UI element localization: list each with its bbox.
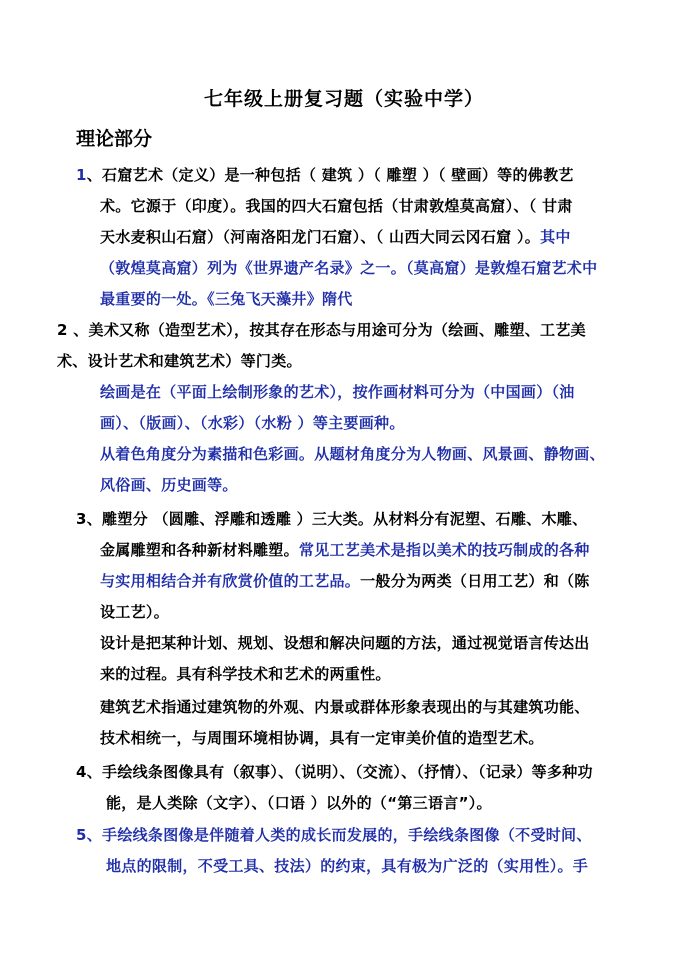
text-segment: 3、雕塑分 （圆雕、浮雕和透雕 ）三大类。从材料分有泥塑、石雕、木雕、 — [76, 510, 588, 528]
text-line — [76, 165, 574, 185]
text-line — [100, 289, 353, 309]
text-line — [100, 697, 590, 717]
section-heading: 理论部分 — [76, 128, 153, 150]
text-segment: 地点的限制，不受工具、技法）的约束，具有极为广泛的（实用性）。手 — [106, 857, 589, 875]
text-segment: 设工艺）。 — [100, 603, 170, 621]
text-line — [100, 258, 597, 278]
text-segment: 从着色角度分为素描和色彩画。从题材角度分为人物画、风景画、静物画、 — [100, 445, 605, 463]
text-segment: 4、手绘线条图像具有（叙事）、（说明）、（交流）、（抒情）、（记录）等多种功 — [76, 763, 593, 781]
text-segment: 技术相统一，与周围环境相协调，具有一定审美价值的造型艺术。 — [100, 729, 544, 747]
text-segment: 2 、美术又称（造型艺术），按其存在形态与用途可分为（绘画、雕塑、工艺美 — [57, 321, 586, 339]
text-line — [100, 633, 590, 653]
text-segment: 、石窟艺术（定义）是一种包括（ 建筑 ）（ 雕塑 ）（ 壁画）等的佛教艺 — [86, 166, 574, 184]
text-segment: 绘画是在（平面上绘制形象的艺术），按作画材料可分为（中国画）（油 — [100, 383, 575, 401]
text-segment: 最重要的一处。《三兔飞天藻井》隋代 — [100, 290, 353, 308]
text-segment: 画）、（版画）、（水彩）（水粉 ）等主要画种。 — [100, 414, 405, 432]
text-line — [106, 856, 588, 876]
text-segment: 风俗画、历史画等。 — [100, 476, 238, 494]
text-line — [100, 540, 590, 560]
text-segment: 一般分为两类（日用工艺）和（陈 — [360, 572, 590, 590]
text-line — [100, 196, 573, 216]
text-line — [100, 664, 391, 684]
text-line — [100, 227, 571, 247]
text-segment: 其中 — [540, 228, 571, 246]
text-line — [100, 382, 575, 402]
text-segment: 1 — [76, 166, 87, 184]
text-line — [57, 351, 302, 371]
text-segment: 设计是把某种计划、规划、设想和解决问题的方法，通过视觉语言传达出 — [100, 634, 590, 652]
text-segment: 5、手绘线条图像是伴随着人类的成长而发展的，手绘线条图像（不受时间、 — [76, 826, 592, 844]
text-segment: 术。它源于（印度）。我国的四大石窟包括（甘肃敦煌莫高窟）、（ 甘肃 — [100, 197, 573, 215]
text-segment: 建筑艺术指通过建筑物的外观、内景或群体形象表现出的与其建筑功能、 — [100, 698, 590, 716]
text-line — [76, 762, 593, 782]
text-line — [100, 475, 238, 495]
text-line — [76, 825, 592, 845]
text-line — [100, 413, 405, 433]
text-segment: 常见工艺美术是指以美术的技巧制成的各种 — [298, 541, 590, 559]
text-line — [106, 793, 492, 813]
text-line — [100, 444, 605, 464]
text-line — [100, 602, 169, 622]
text-segment: 金属雕塑和各种新材料雕塑。 — [100, 541, 299, 559]
document-title: 七年级上册复习题（实验中学） — [203, 88, 484, 110]
text-segment: 天水麦积山石窟）（河南洛阳龙门石窟）、（ 山西大同云冈石窟 ）。 — [100, 228, 541, 246]
text-segment: 能，是人类除（文字）、（口语 ）以外的（“第三语言”）。 — [106, 794, 492, 812]
text-line — [76, 509, 587, 529]
text-line — [100, 571, 590, 591]
text-line — [57, 320, 586, 340]
text-segment: 来的过程。具有科学技术和艺术的两重性。 — [100, 665, 391, 683]
text-segment: 与实用相结合并有欣赏价值的工艺品。 — [100, 572, 361, 590]
text-line — [100, 728, 544, 748]
text-segment: 术、设计艺术和建筑艺术）等门类。 — [57, 352, 302, 370]
text-segment: （敦煌莫高窟）列为《世界遗产名录》之一。（莫高窟）是敦煌石窟艺术中 — [100, 259, 598, 277]
